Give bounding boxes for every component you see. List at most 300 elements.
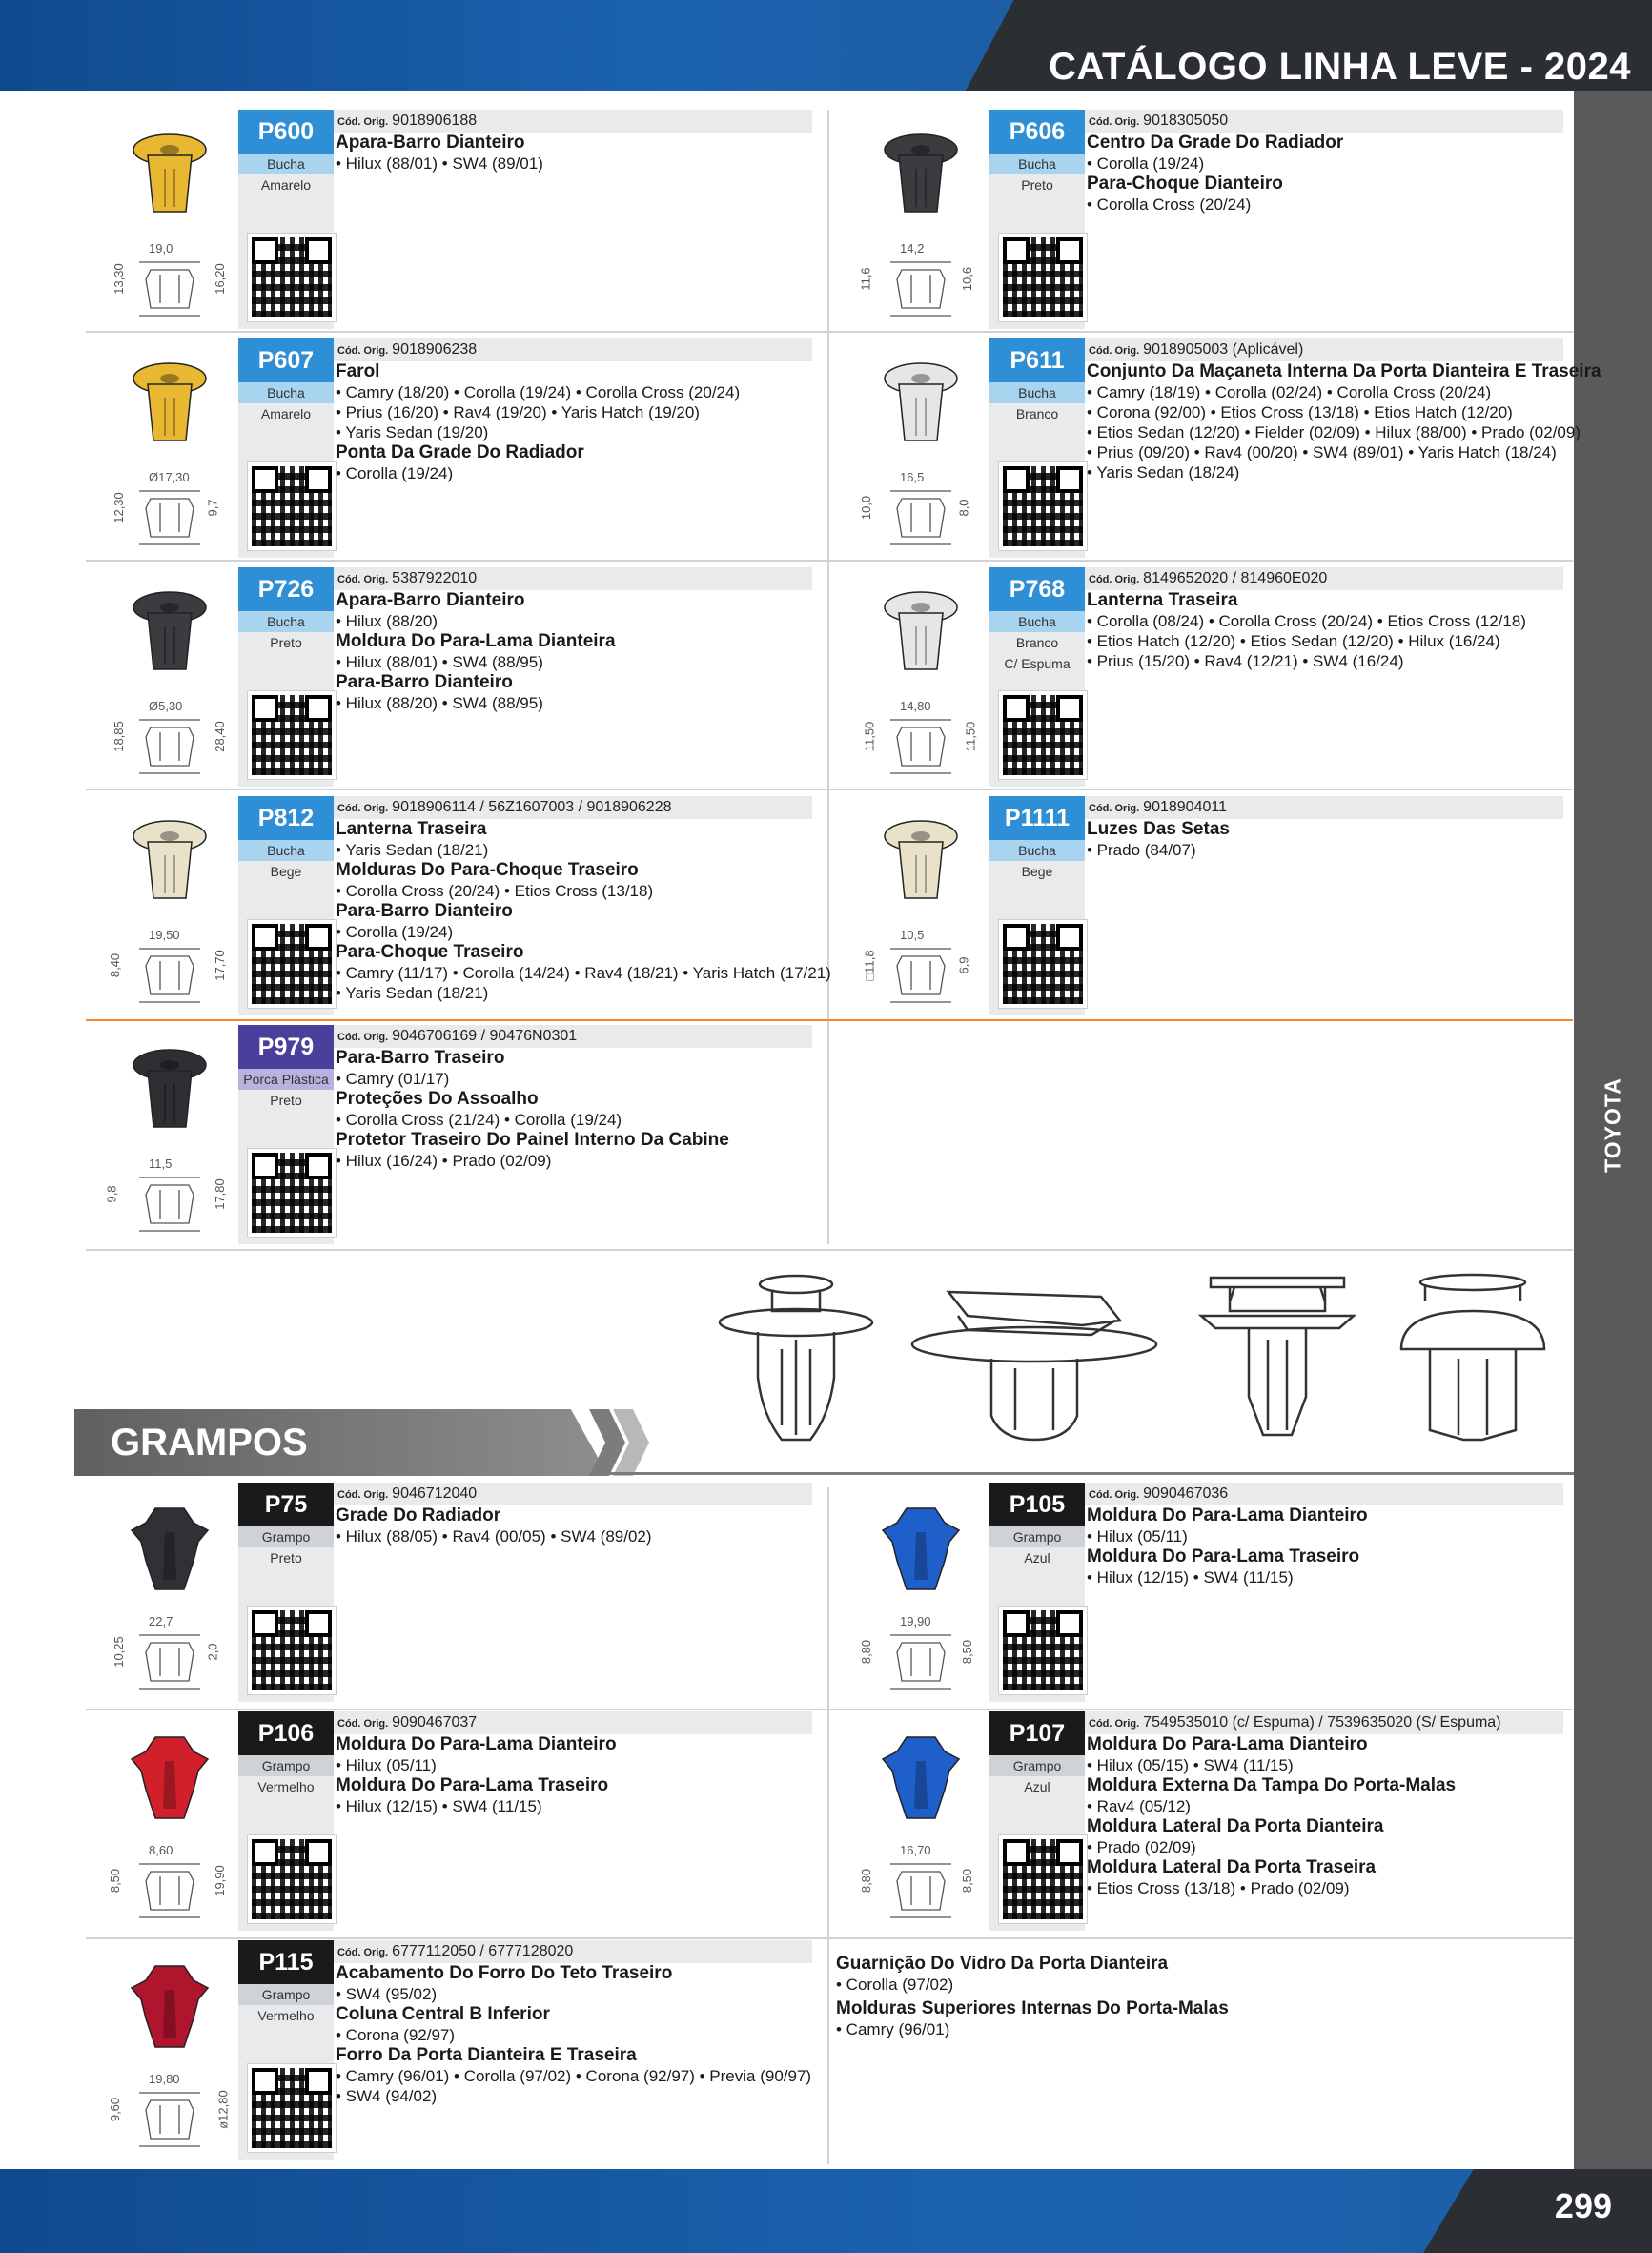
original-code-value: 7549535010 (c/ Espuma) / 7539635020 (S/ Espuma) (1143, 1714, 1501, 1731)
original-code (1085, 796, 1563, 819)
application-vehicles: • Yaris Sedan (18/24) (1087, 463, 1240, 481)
original-code-label: Cód. Orig. (337, 1947, 389, 1958)
dimension-label: 11,5 (149, 1157, 173, 1171)
application-title: Lanterna Traseira (1087, 590, 1238, 610)
original-code-label: Cód. Orig. (1089, 574, 1140, 585)
original-code-value: 9090467036 (1143, 1485, 1229, 1502)
qr-code-icon[interactable] (248, 691, 336, 779)
section-title: GRAMPOS (111, 1422, 308, 1464)
product-image (84, 338, 241, 558)
dimension-label: 2,0 (205, 1643, 220, 1661)
product-type: Grampo (238, 1526, 334, 1547)
qr-code-icon[interactable] (248, 462, 336, 550)
original-code (334, 567, 812, 590)
dimension-label: 16,20 (212, 263, 227, 295)
product-image (835, 1483, 992, 1702)
qr-code-icon[interactable] (999, 1607, 1087, 1694)
application-vehicles: • Yaris Sedan (18/21) (336, 841, 489, 859)
dimension-label: 9,60 (108, 2097, 123, 2122)
row-divider (86, 560, 1573, 562)
application-title: Molduras Do Para-Choque Traseiro (336, 860, 639, 880)
dimension-label: 8,80 (859, 1868, 874, 1894)
dimension-label: 11,50 (862, 721, 877, 752)
dimension-label: 16,70 (900, 1843, 931, 1857)
product-card[interactable] (835, 1711, 1579, 1931)
original-code (1085, 110, 1563, 133)
product-code-panel (238, 567, 334, 787)
product-info (334, 1025, 906, 1244)
section-header (74, 1409, 1574, 1476)
product-info (334, 110, 906, 329)
row-divider (86, 331, 1573, 333)
page-number: 299 (1554, 2186, 1612, 2225)
application-title: Moldura Externa Da Tampa Do Porta-Malas (1087, 1775, 1457, 1795)
technical-drawing (854, 241, 988, 317)
product-image (84, 796, 241, 1015)
technical-drawing (103, 2072, 236, 2148)
product-info (1085, 567, 1652, 787)
bushing-yellow-icon (127, 359, 213, 450)
dimension-label: 10,6 (960, 266, 975, 292)
bushing-yellow-icon (127, 131, 213, 221)
header-blue-band (0, 0, 953, 91)
product-card[interactable] (84, 1483, 827, 1702)
application-vehicles: • Hilux (88/05) • Rav4 (00/05) • SW4 (89/02) (336, 1527, 652, 1546)
bushing-black-icon (127, 588, 213, 679)
row-divider-orange (86, 1019, 1573, 1021)
original-code (334, 796, 812, 819)
application-title: Guarnição Do Vidro Da Porta Dianteira (836, 1954, 1169, 1974)
application-vehicles: • Corolla Cross (21/24) • Corolla (19/24) (336, 1111, 622, 1129)
product-card[interactable] (84, 338, 827, 558)
clip-blue-icon (878, 1732, 964, 1823)
product-info (334, 1711, 906, 1931)
original-code-value: 9018904011 (1143, 799, 1227, 815)
p115-continued-applications (834, 1950, 1501, 2039)
product-image (84, 1940, 241, 2160)
product-color: Azul (1024, 1779, 1050, 1794)
product-image (835, 567, 992, 787)
product-code-panel (989, 1483, 1085, 1702)
application-title: Luzes Das Setas (1087, 819, 1230, 839)
clip-red-icon (127, 1732, 213, 1823)
product-code-panel (238, 1940, 334, 2160)
bushing-white-icon (878, 359, 964, 450)
original-code-value: 9018905003 (Aplicável) (1143, 341, 1304, 358)
product-card[interactable] (84, 110, 827, 329)
dimension-label: 6,9 (956, 956, 971, 974)
dimension-label: 19,90 (900, 1614, 931, 1628)
product-color: Vermelho (257, 1779, 315, 1794)
qr-code-icon[interactable] (999, 1835, 1087, 1923)
qr-code-icon[interactable] (248, 1835, 336, 1923)
product-info (1085, 1483, 1652, 1702)
product-color: Preto (1021, 177, 1053, 193)
product-code-panel (989, 567, 1085, 787)
application-vehicles: • Camry (18/20) • Corolla (19/24) • Corolla Cross (20/24) (336, 383, 741, 401)
technical-drawing (103, 470, 236, 546)
product-code-panel (989, 338, 1085, 558)
technical-drawing (103, 241, 236, 317)
product-info (334, 567, 906, 787)
product-type: Bucha (238, 382, 334, 403)
catalog-title: CATÁLOGO LINHA LEVE - 2024 (1049, 46, 1631, 88)
dimension-label: 8,60 (149, 1843, 173, 1857)
application-vehicles: • Prado (02/09) (1087, 1838, 1196, 1856)
dimension-label: 8,80 (859, 1639, 874, 1665)
dimension-label: 18,85 (111, 721, 126, 752)
application-vehicles: • SW4 (95/02) (336, 1985, 438, 2003)
product-card[interactable] (835, 796, 1579, 1015)
product-type: Bucha (989, 382, 1085, 403)
application-title: Coluna Central B Inferior (336, 2004, 550, 2024)
product-color: Preto (270, 1093, 302, 1108)
original-code-label: Cód. Orig. (337, 803, 389, 814)
application-vehicles: • Corolla (19/24) (1087, 154, 1205, 173)
product-card[interactable] (84, 1025, 827, 1244)
dimension-label: 28,40 (212, 721, 227, 752)
original-code (334, 1940, 812, 1963)
application-title: Acabamento Do Forro Do Teto Traseiro (336, 1963, 673, 1983)
application-vehicles: • Hilux (05/11) (1087, 1527, 1188, 1546)
product-type: Grampo (238, 1984, 334, 2005)
technical-drawing (103, 699, 236, 775)
product-type: Bucha (989, 154, 1085, 174)
product-code-panel (238, 1025, 334, 1244)
product-color: Branco (1015, 635, 1059, 650)
original-code-label: Cód. Orig. (1089, 803, 1140, 814)
application-vehicles: • Corona (92/00) • Etios Cross (13/18) • Etios Hatch (12/20) (1087, 403, 1513, 421)
dimension-label: Ø5,30 (149, 699, 183, 713)
application-vehicles: • Prado (84/07) (1087, 841, 1196, 859)
qr-code-icon[interactable] (999, 234, 1087, 321)
product-color: Amarelo (260, 177, 312, 193)
product-image (84, 1711, 241, 1931)
row-divider (86, 1937, 1573, 1939)
application-vehicles: • Camry (18/19) • Corolla (02/24) • Corolla Cross (20/24) (1087, 383, 1492, 401)
application-vehicles: • Corolla Cross (20/24) • Etios Cross (13/18) (336, 882, 654, 900)
product-image (84, 567, 241, 787)
original-code-value: 9046706169 / 90476N0301 (392, 1028, 578, 1044)
product-type: Bucha (238, 840, 334, 861)
clip-blue-icon (878, 1504, 964, 1594)
product-info (334, 1483, 906, 1702)
product-type: Bucha (989, 840, 1085, 861)
original-code-value: 9090467037 (392, 1714, 478, 1731)
application-vehicles: • Camry (96/01) (836, 2020, 950, 2038)
application-title: Molduras Superiores Internas Do Porta-Malas (836, 1998, 1229, 2018)
dimension-label: 19,0 (149, 241, 173, 256)
original-code-label: Cód. Orig. (1089, 345, 1140, 357)
dimension-label: 8,50 (108, 1868, 123, 1894)
product-image (84, 1483, 241, 1702)
original-code-label: Cód. Orig. (337, 1718, 389, 1730)
application-vehicles: • Etios Sedan (12/20) • Fielder (02/09) • Hilux (88/00) • Prado (02/09) (1087, 423, 1581, 441)
technical-drawing (103, 928, 236, 1004)
page-footer (0, 2169, 1652, 2253)
application-vehicles: • Hilux (88/20) • SW4 (88/95) (336, 694, 543, 712)
application-vehicles: • Yaris Sedan (18/21) (336, 984, 489, 1002)
application-vehicles: • Prius (16/20) • Rav4 (19/20) • Yaris Hatch (19/20) (336, 403, 700, 421)
application-vehicles: • Hilux (05/11) (336, 1756, 437, 1774)
product-type: Porca Plástica (238, 1069, 334, 1090)
dimension-label: 14,80 (900, 699, 931, 713)
product-type: Grampo (238, 1755, 334, 1776)
product-code-panel (238, 796, 334, 1015)
dimension-label: 8,0 (956, 499, 971, 517)
original-code-value: 9018906238 (392, 341, 478, 358)
application-vehicles: • Corolla Cross (20/24) (1087, 195, 1252, 214)
product-code: P105 (989, 1483, 1085, 1526)
application-vehicles: • Corona (92/97) (336, 2026, 456, 2044)
bushing-beige-icon (878, 817, 964, 908)
original-code-value: 8149652020 / 814960E020 (1143, 570, 1328, 586)
application-vehicles: • Camry (11/17) • Corolla (14/24) • Rav4 (18/21) • Yaris Hatch (17/21) (336, 964, 831, 982)
product-type: Grampo (989, 1526, 1085, 1547)
application-vehicles: • Corolla (19/24) (336, 923, 454, 941)
original-code (334, 110, 812, 133)
application-vehicles: • Hilux (05/15) • SW4 (11/15) (1087, 1756, 1294, 1774)
brand-label: TOYOTA (1600, 1077, 1625, 1173)
product-code: P107 (989, 1711, 1085, 1755)
dimension-label: 12,30 (111, 492, 126, 523)
application-title: Moldura Do Para-Lama Dianteiro (1087, 1734, 1368, 1754)
dimension-label: 10,0 (859, 495, 874, 521)
page-header (0, 0, 1652, 91)
application-vehicles: • Etios Hatch (12/20) • Etios Sedan (12/20) • Hilux (16/24) (1087, 632, 1500, 650)
product-info (1085, 796, 1652, 1015)
product-image (84, 110, 241, 329)
application-vehicles: • Hilux (88/01) • SW4 (89/01) (336, 154, 543, 173)
original-code (1085, 338, 1563, 361)
product-card[interactable] (835, 1483, 1579, 1702)
product-code: P611 (989, 338, 1085, 382)
product-code: P768 (989, 567, 1085, 611)
application-vehicles: • Hilux (88/01) • SW4 (88/95) (336, 653, 543, 671)
application-title: Centro Da Grade Do Radiador (1087, 133, 1344, 153)
product-info (334, 1940, 906, 2160)
dimension-label: 19,90 (212, 1865, 227, 1896)
dimension-label: 19,50 (149, 928, 180, 942)
technical-drawing (854, 1843, 988, 1919)
application-title: Para-Barro Dianteiro (336, 901, 513, 921)
dimension-label: 10,25 (111, 1636, 126, 1668)
dimension-label: 16,5 (900, 470, 925, 484)
application-title: Protetor Traseiro Do Painel Interno Da Cabine (336, 1130, 729, 1150)
original-code-label: Cód. Orig. (1089, 116, 1140, 128)
product-info (334, 338, 906, 558)
qr-code-icon[interactable] (248, 920, 336, 1008)
product-color: Branco (1015, 406, 1059, 421)
product-color: C/ Espuma (1004, 656, 1071, 671)
original-code-label: Cód. Orig. (337, 1489, 389, 1501)
product-code: P979 (238, 1025, 334, 1069)
bushing-beige-icon (127, 817, 213, 908)
application-title: Para-Barro Dianteiro (336, 672, 513, 692)
original-code-value: 6777112050 / 6777128020 (392, 1943, 574, 1959)
qr-code-icon[interactable] (248, 1607, 336, 1694)
qr-code-icon[interactable] (999, 691, 1087, 779)
product-code-panel (238, 110, 334, 329)
application-title: Moldura Do Para-Lama Dianteiro (336, 1734, 617, 1754)
qr-code-icon[interactable] (248, 234, 336, 321)
clip-black-icon (127, 1504, 213, 1594)
product-color: Preto (270, 635, 302, 650)
product-card[interactable] (84, 1940, 827, 2160)
product-info (1085, 110, 1652, 329)
product-image (835, 338, 992, 558)
footer-dark-band (1423, 2169, 1652, 2253)
dimension-label: 22,7 (149, 1614, 173, 1628)
product-code: P106 (238, 1711, 334, 1755)
original-code-value: 5387922010 (392, 570, 478, 586)
product-code-panel (238, 1711, 334, 1931)
product-card[interactable] (835, 338, 1601, 558)
application-title: Ponta Da Grade Do Radiador (336, 442, 584, 462)
application-title: Forro Da Porta Dianteira E Traseira (336, 2045, 637, 2065)
application-vehicles: • Yaris Sedan (19/20) (336, 423, 489, 441)
original-code-label: Cód. Orig. (337, 574, 389, 585)
technical-drawing (103, 1614, 236, 1690)
product-code: P812 (238, 796, 334, 840)
application-title: Para-Barro Traseiro (336, 1048, 505, 1068)
product-color: Bege (1021, 864, 1053, 879)
product-image (835, 1711, 992, 1931)
dimension-label: 10,5 (900, 928, 925, 942)
dimension-label: 8,50 (960, 1868, 975, 1894)
product-code-panel (989, 110, 1085, 329)
technical-drawing (854, 470, 988, 546)
application-vehicles: • Prius (09/20) • Rav4 (00/20) • SW4 (89/01) • Yaris Hatch (18/24) (1087, 443, 1557, 461)
product-card[interactable] (835, 567, 1579, 787)
original-code-value: 9046712040 (392, 1485, 478, 1502)
application-title: Moldura Lateral Da Porta Traseira (1087, 1857, 1377, 1877)
original-code-label: Cód. Orig. (337, 116, 389, 128)
product-color: Azul (1024, 1550, 1050, 1566)
application-vehicles: • Hilux (16/24) • Prado (02/09) (336, 1152, 552, 1170)
original-code (334, 338, 812, 361)
application-title: Para-Choque Traseiro (336, 942, 524, 962)
bushing-black-icon (878, 131, 964, 221)
application-vehicles: • Camry (96/01) • Corolla (97/02) • Corona (92/97) • Previa (90/97) (336, 2067, 812, 2085)
original-code (1085, 567, 1563, 590)
dimension-label: 11,50 (963, 721, 978, 752)
product-color: Amarelo (260, 406, 312, 421)
technical-drawing (854, 699, 988, 775)
application-title: Moldura Do Para-Lama Traseiro (1087, 1546, 1360, 1567)
product-code-panel (989, 796, 1085, 1015)
original-code (1085, 1711, 1563, 1734)
product-color: Bege (270, 864, 302, 879)
application-title: Moldura Do Para-Lama Dianteira (336, 631, 616, 651)
plastic-nut-black-icon (127, 1046, 213, 1137)
application-title: Apara-Barro Dianteiro (336, 590, 525, 610)
application-vehicles: • SW4 (94/02) (336, 2087, 438, 2105)
application-title: Farol (336, 361, 380, 381)
dimension-label: 8,50 (960, 1639, 975, 1665)
row-divider (86, 789, 1573, 790)
dimension-label: 13,30 (111, 263, 126, 295)
product-code: P606 (989, 110, 1085, 154)
original-code (334, 1025, 812, 1048)
product-type: Grampo (989, 1755, 1085, 1776)
qr-code-icon[interactable] (248, 1149, 336, 1237)
dimension-label: Ø17,30 (149, 470, 190, 484)
application-title: Moldura Do Para-Lama Traseiro (336, 1775, 609, 1795)
application-title: Conjunto Da Maçaneta Interna Da Porta Dianteira E Traseira (1087, 361, 1601, 381)
application-vehicles: • Corolla (97/02) (836, 1976, 954, 1994)
dimension-label: 14,2 (900, 241, 925, 256)
qr-code-icon[interactable] (248, 2064, 336, 2152)
product-code: P726 (238, 567, 334, 611)
dimension-label: 11,6 (858, 267, 873, 291)
application-title: Apara-Barro Dianteiro (336, 133, 525, 153)
product-code: P1111 (989, 796, 1085, 840)
application-title: Moldura Do Para-Lama Dianteiro (1087, 1505, 1368, 1526)
application-vehicles: • Camry (01/17) (336, 1070, 450, 1088)
original-code-label: Cód. Orig. (337, 345, 389, 357)
qr-code-icon[interactable] (999, 920, 1087, 1008)
product-color: Preto (270, 1550, 302, 1566)
product-card[interactable] (84, 1711, 827, 1931)
product-type: Bucha (238, 611, 334, 632)
product-code-panel (238, 338, 334, 558)
original-code-value: 9018305050 (1143, 113, 1229, 129)
product-code: P115 (238, 1940, 334, 1984)
product-image (835, 796, 992, 1015)
application-vehicles: • Corolla (19/24) (336, 464, 454, 482)
application-vehicles: • Hilux (12/15) • SW4 (11/15) (336, 1797, 542, 1815)
original-code (1085, 1483, 1563, 1505)
original-code (334, 1483, 812, 1505)
application-vehicles: • Hilux (88/20) (336, 612, 438, 630)
dimension-label: 17,80 (212, 1178, 227, 1210)
product-code: P600 (238, 110, 334, 154)
dimension-label: 9,7 (205, 499, 220, 517)
product-info (1085, 338, 1652, 558)
product-image (835, 110, 992, 329)
dimension-label: 9,8 (104, 1185, 119, 1203)
clip-darkred-icon (127, 1961, 213, 2052)
dimension-label: 17,70 (212, 950, 227, 981)
product-code: P75 (238, 1483, 334, 1526)
application-vehicles: • Corolla (08/24) • Corolla Cross (20/24) • Etios Cross (12/18) (1087, 612, 1526, 630)
product-info (334, 796, 906, 1015)
row-divider (86, 1249, 1573, 1251)
original-code-label: Cód. Orig. (1089, 1489, 1140, 1501)
application-vehicles: • Rav4 (05/12) (1087, 1797, 1191, 1815)
qr-code-icon[interactable] (999, 462, 1087, 550)
product-card[interactable] (84, 796, 831, 1015)
application-vehicles: • Hilux (12/15) • SW4 (11/15) (1087, 1568, 1294, 1587)
product-type: Bucha (238, 154, 334, 174)
product-code-panel (989, 1711, 1085, 1931)
product-info (1085, 1711, 1652, 1931)
application-vehicles: • Etios Cross (13/18) • Prado (02/09) (1087, 1879, 1350, 1897)
product-code-panel (238, 1483, 334, 1702)
original-code-label: Cód. Orig. (1089, 1718, 1140, 1730)
application-title: Moldura Lateral Da Porta Dianteira (1087, 1816, 1384, 1836)
product-code: P607 (238, 338, 334, 382)
product-card[interactable] (835, 110, 1579, 329)
original-code (334, 1711, 812, 1734)
original-code-label: Cód. Orig. (337, 1032, 389, 1043)
section-underline (608, 1472, 1574, 1475)
dimension-label: ø12,80 (215, 2090, 231, 2129)
dimension-label: 8,40 (108, 952, 123, 978)
application-title: Proteções Do Assoalho (336, 1089, 539, 1109)
product-card[interactable] (84, 567, 827, 787)
